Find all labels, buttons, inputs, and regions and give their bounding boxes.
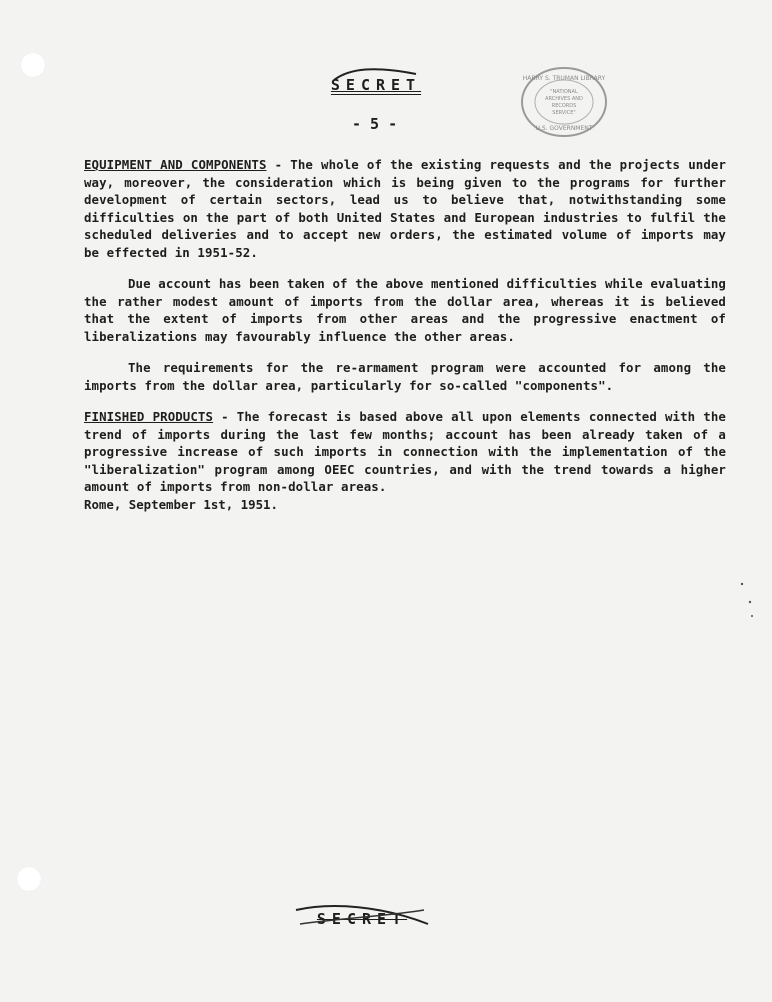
- stamp-line-4: SERVICE": [552, 110, 576, 116]
- heading-finished: FINISHED PRODUCTS: [84, 409, 214, 424]
- document-body: [84, 156, 726, 510]
- archives-stamp: [520, 66, 608, 138]
- closing-line: Rome, September 1st, 1951.: [84, 497, 278, 512]
- paragraph-requirements: The requirements for the re-armament program were accounted for among the imports from the dollar area, particularly for so-called "components".: [84, 360, 726, 393]
- punch-hole-bottom: [16, 866, 42, 892]
- paragraph-finished-text: - The forecast is based above all upon elements connected with the trend of imports during the last few months; account has been already taken of a progressive increase of such imports in connection with the implementation of the "liberalization" program among OEEC countries, and with the trend towards a higher amount of imports from non-dollar areas.: [84, 409, 726, 494]
- stamp-bottom-text: U.S. GOVERNMENT: [535, 125, 593, 132]
- footer-scribble: [292, 902, 432, 930]
- stamp-line-1: "NATIONAL: [550, 89, 578, 95]
- paragraph-due-account: Due account has been taken of the above mentioned difficulties while evaluating the rather modest amount of imports from the dollar area, whereas it is believed that the extent of imports from other areas and the progressive enactment of liberalizations may favourably influence the other areas.: [84, 276, 726, 344]
- punch-hole-top: [20, 52, 46, 78]
- paragraph-equipment: [84, 156, 726, 261]
- margin-dots: [738, 580, 758, 620]
- stamp-outer-text: HARRY S. TRUMAN LIBRARY: [522, 75, 606, 82]
- stamp-line-2: ARCHIVES AND: [545, 96, 583, 102]
- footer-classification: SECRET: [316, 910, 408, 928]
- paragraph-finished: [84, 408, 726, 496]
- stamp-line-3: RECORDS: [551, 103, 577, 109]
- page-number: - 5 -: [352, 115, 398, 133]
- header-classification: SECRET: [330, 76, 422, 94]
- paragraph-equipment-text: - The whole of the existing requests and the projects under way, moreover, the consideration which is being given to the programs for further development of certain sectors, lead us to believe that, notwithstanding some difficulties on the part of both United States and European industries to fulfil the scheduled deliveries and to accept new orders, the estimated volume of imports may be effected in 1951-52.: [84, 157, 726, 260]
- heading-equipment: EQUIPMENT AND COMPONENTS: [84, 157, 267, 172]
